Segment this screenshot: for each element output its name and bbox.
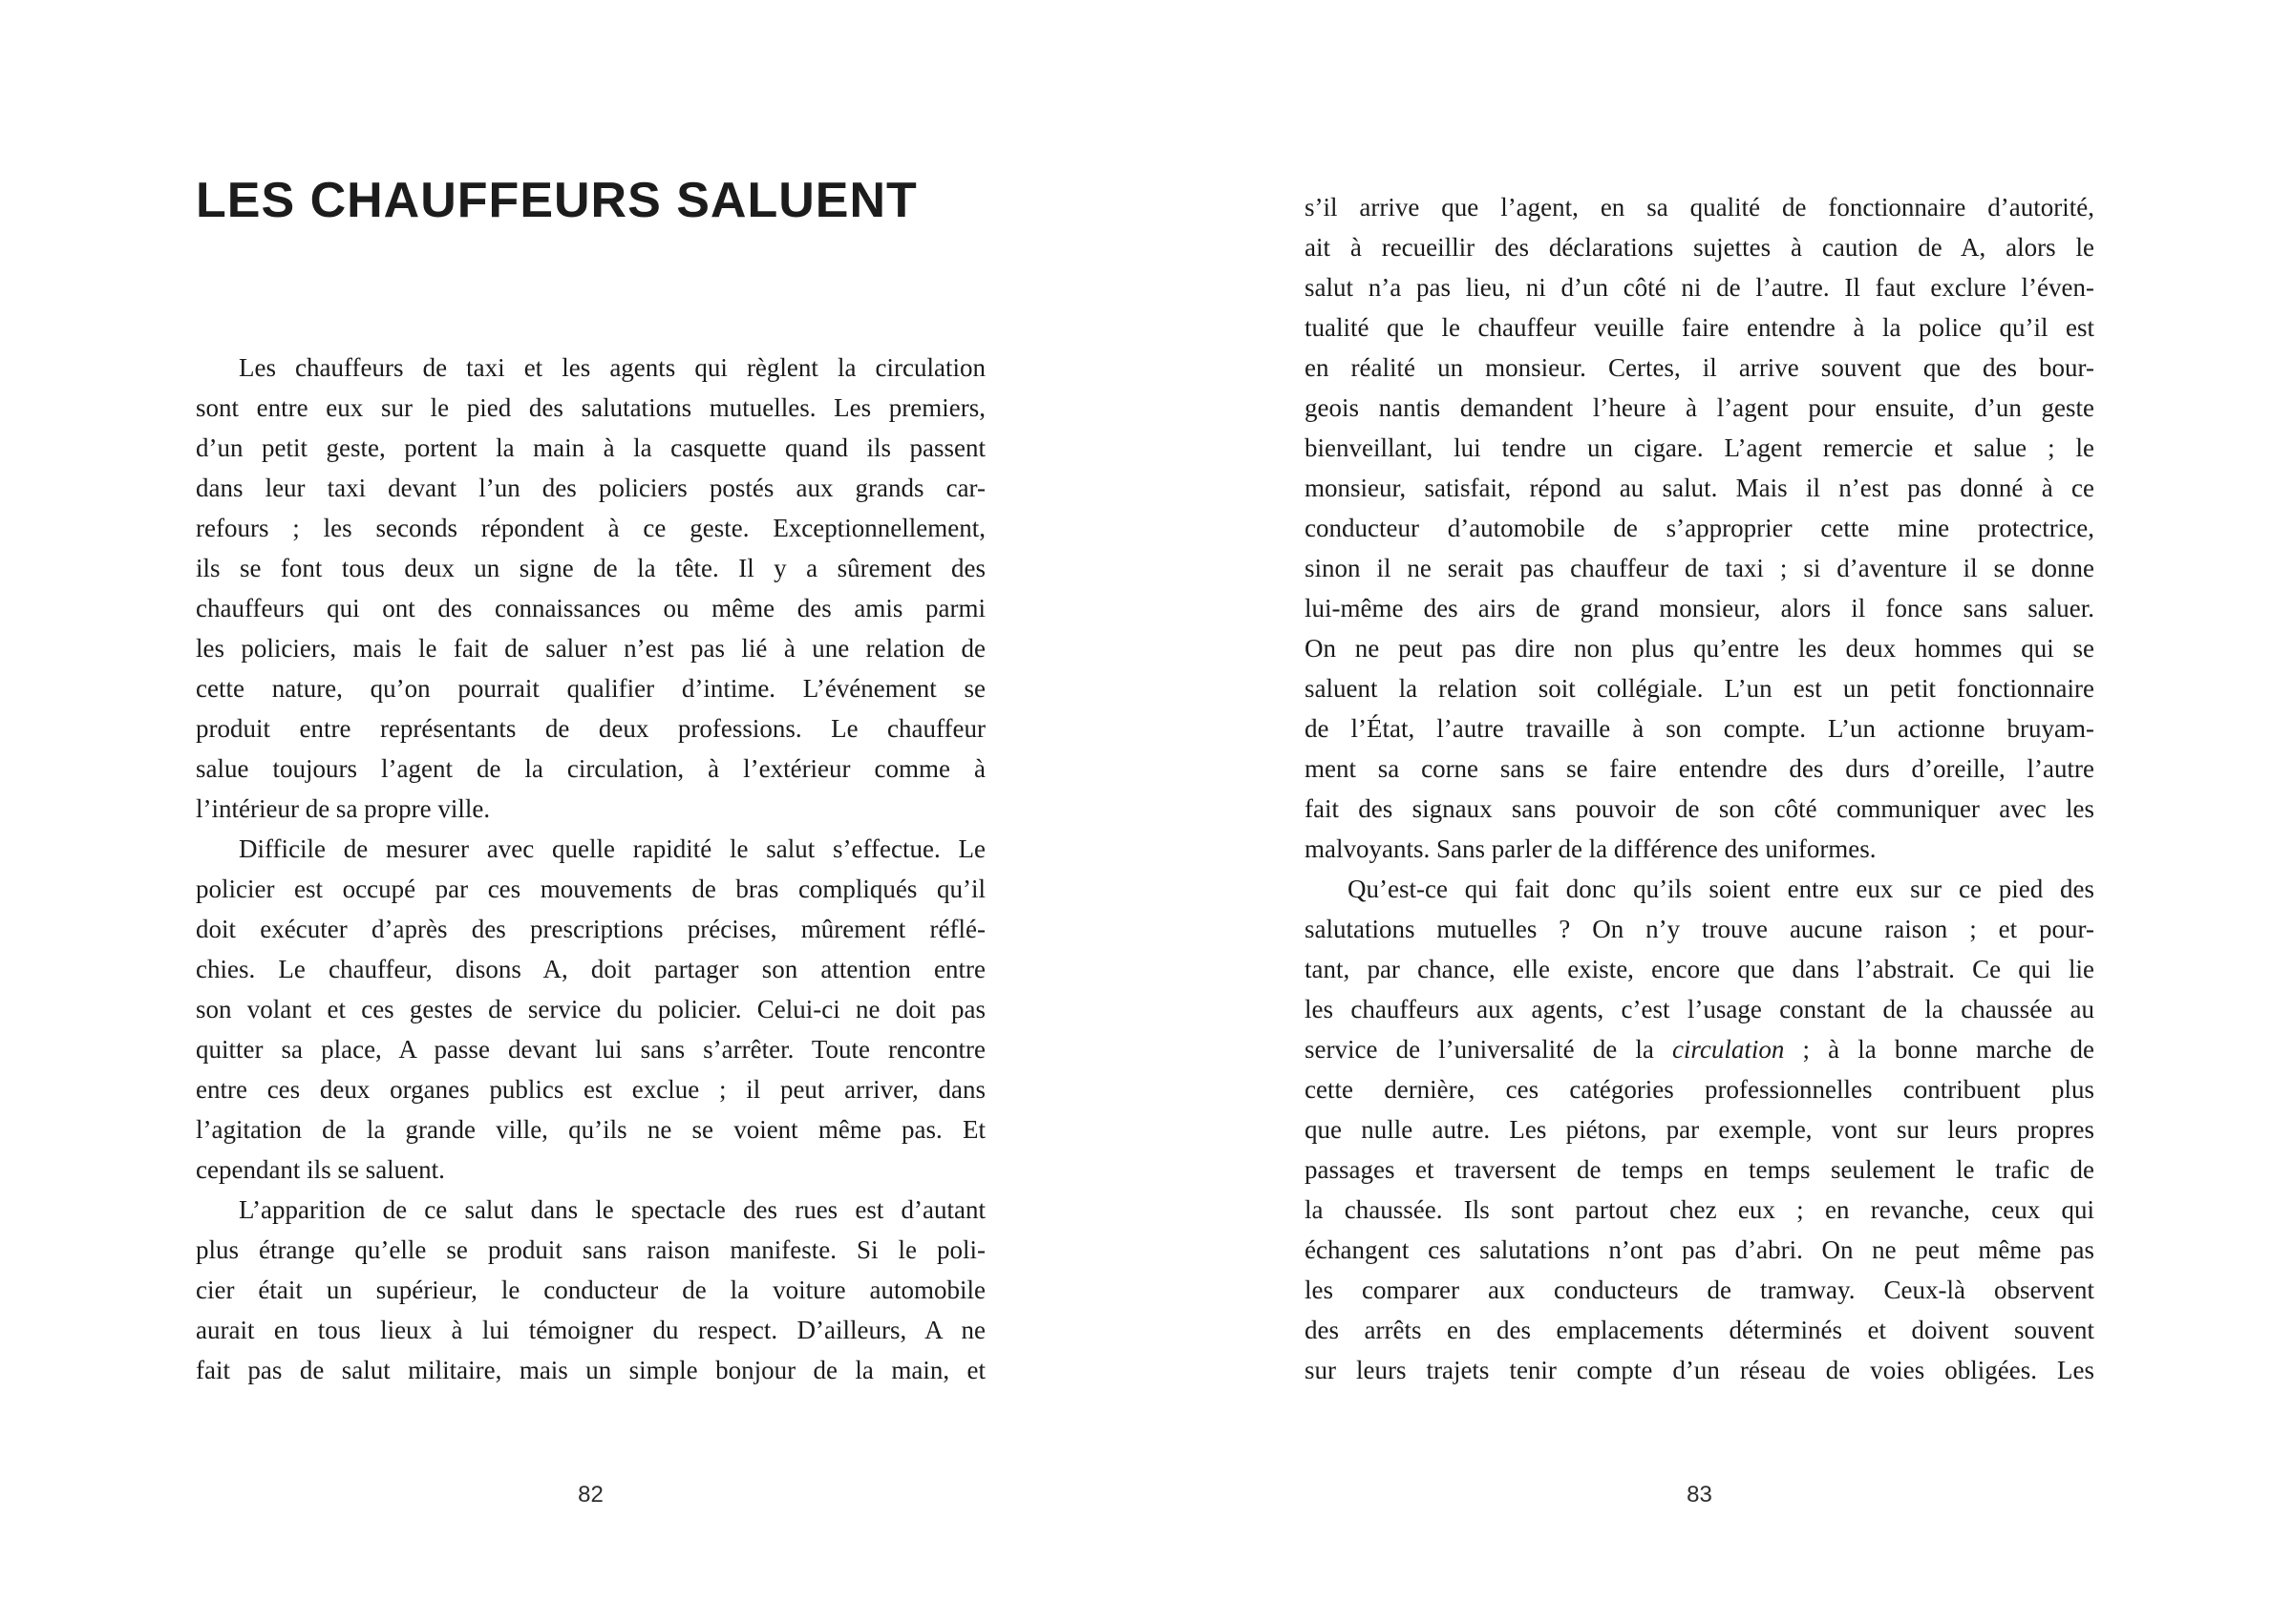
text-line: doit exécuter d’après des prescriptions précises, mûrement réflé- [196,915,986,943]
text-line: Les chauffeurs de taxi et les agents qui règlent la circulation [239,353,986,382]
text-line: monsieur, satisfait, répond au salut. Mais il n’est pas donné à ce [1305,474,2094,502]
text-line: sinon il ne serait pas chauffeur de taxi ; si d’aventure il se donne [1305,554,2094,582]
page-number-right: 83 [1687,1482,1712,1508]
text-line: cependant ils se saluent. [196,1155,445,1184]
text-line: produit entre représentants de deux professions. Le chauffeur [196,714,986,743]
text-line: sur leurs trajets tenir compte d’un réseau de voies obligées. Les [1305,1356,2094,1384]
text-line: L’apparition de ce salut dans le spectacle des rues est d’autant [239,1195,986,1224]
text-line: ment sa corne sans se faire entendre des durs d’oreille, l’autre [1305,754,2094,783]
text-line: tant, par chance, elle existe, encore que dans l’abstrait. Ce qui lie [1305,955,2094,983]
right-page-body [1305,187,2094,1390]
text-line: chies. Le chauffeur, disons A, doit partager son attention entre [196,955,986,983]
text-line: geois nantis demandent l’heure à l’agent pour ensuite, d’un geste [1305,393,2094,422]
text-line: ait à recueillir des déclarations sujettes à caution de A, alors le [1305,233,2094,262]
text-line: d’un petit geste, portent la main à la casquette quand ils passent [196,433,986,462]
text-line: service de l’universalité de la circulation ; à la bonne marche de [1305,1035,2094,1064]
text-line: salut n’a pas lieu, ni d’un côté ni de l’autre. Il faut exclure l’éven- [1305,273,2094,302]
text-line: aurait en tous lieux à lui témoigner du respect. D’ailleurs, A ne [196,1316,986,1344]
text-line: saluent la relation soit collégiale. L’un est un petit fonctionnaire [1305,674,2094,703]
text-line: son volant et ces gestes de service du policier. Celui-ci ne doit pas [196,995,986,1023]
left-page-body [196,348,986,1390]
text-line: refours ; les seconds répondent à ce geste. Exceptionnellement, [196,514,986,542]
text-line: ils se font tous deux un signe de la tête. Il y a sûrement des [196,554,986,582]
text-line: salutations mutuelles ? On n’y trouve aucune raison ; et pour- [1305,915,2094,943]
text-line: les chauffeurs aux agents, c’est l’usage constant de la chaussée au [1305,995,2094,1023]
text-line: cier était un supérieur, le conducteur de la voiture automobile [196,1276,986,1304]
text-line: les comparer aux conducteurs de tramway. Ceux-là observent [1305,1276,2094,1304]
text-line: de l’État, l’autre travaille à son compte. L’un actionne bruyam- [1305,714,2094,743]
text-line: l’intérieur de sa propre ville. [196,794,491,823]
text-line: passages et traversent de temps en temps seulement le trafic de [1305,1155,2094,1184]
text-line: lui-même des airs de grand monsieur, alors il fonce sans saluer. [1305,594,2094,622]
text-line: quitter sa place, A passe devant lui sans s’arrêter. Toute rencontre [196,1035,986,1064]
text-line: échangent ces salutations n’ont pas d’abri. On ne peut même pas [1305,1235,2094,1264]
text-line: bienveillant, lui tendre un cigare. L’agent remercie et salue ; le [1305,433,2094,462]
page-number-left: 82 [578,1482,604,1508]
chapter-title: LES CHAUFFEURS SALUENT [196,173,918,228]
text-line: fait pas de salut militaire, mais un simple bonjour de la main, et [196,1356,986,1384]
text-line: Difficile de mesurer avec quelle rapidité le salut s’effectue. Le [239,834,986,863]
text-line: la chaussée. Ils sont partout chez eux ; en revanche, ceux qui [1305,1195,2094,1224]
text-line: tualité que le chauffeur veuille faire entendre à la police qu’il est [1305,313,2094,342]
text-line: On ne peut pas dire non plus qu’entre les deux hommes qui se [1305,634,2094,663]
text-line: fait des signaux sans pouvoir de son côté communiquer avec les [1305,794,2094,823]
text-line: s’il arrive que l’agent, en sa qualité de fonctionnaire d’autorité, [1305,193,2094,221]
text-line: salue toujours l’agent de la circulation, à l’extérieur comme à [196,754,986,783]
text-line: conducteur d’automobile de s’approprier cette mine protectrice, [1305,514,2094,542]
text-line: cette nature, qu’on pourrait qualifier d’intime. L’événement se [196,674,986,703]
text-line: entre ces deux organes publics est exclue ; il peut arriver, dans [196,1075,986,1104]
text-line: policier est occupé par ces mouvements de bras compliqués qu’il [196,875,986,903]
text-line: sont entre eux sur le pied des salutations mutuelles. Les premiers, [196,393,986,422]
text-line: des arrêts en des emplacements déterminés et doivent souvent [1305,1316,2094,1344]
text-line: que nulle autre. Les piétons, par exemple, vont sur leurs propres [1305,1115,2094,1144]
text-line: les policiers, mais le fait de saluer n’est pas lié à une relation de [196,634,986,663]
text-line: chauffeurs qui ont des connaissances ou même des amis parmi [196,594,986,622]
text-line: malvoyants. Sans parler de la différence des uniformes. [1305,834,1877,863]
text-line: Qu’est-ce qui fait donc qu’ils soient entre eux sur ce pied des [1348,875,2094,903]
text-line: l’agitation de la grande ville, qu’ils ne se voient même pas. Et [196,1115,986,1144]
text-line: dans leur taxi devant l’un des policiers postés aux grands car- [196,474,986,502]
text-line: plus étrange qu’elle se produit sans raison manifeste. Si le poli- [196,1235,986,1264]
text-line: en réalité un monsieur. Certes, il arrive souvent que des bour- [1305,353,2094,382]
text-line: cette dernière, ces catégories professionnelles contribuent plus [1305,1075,2094,1104]
